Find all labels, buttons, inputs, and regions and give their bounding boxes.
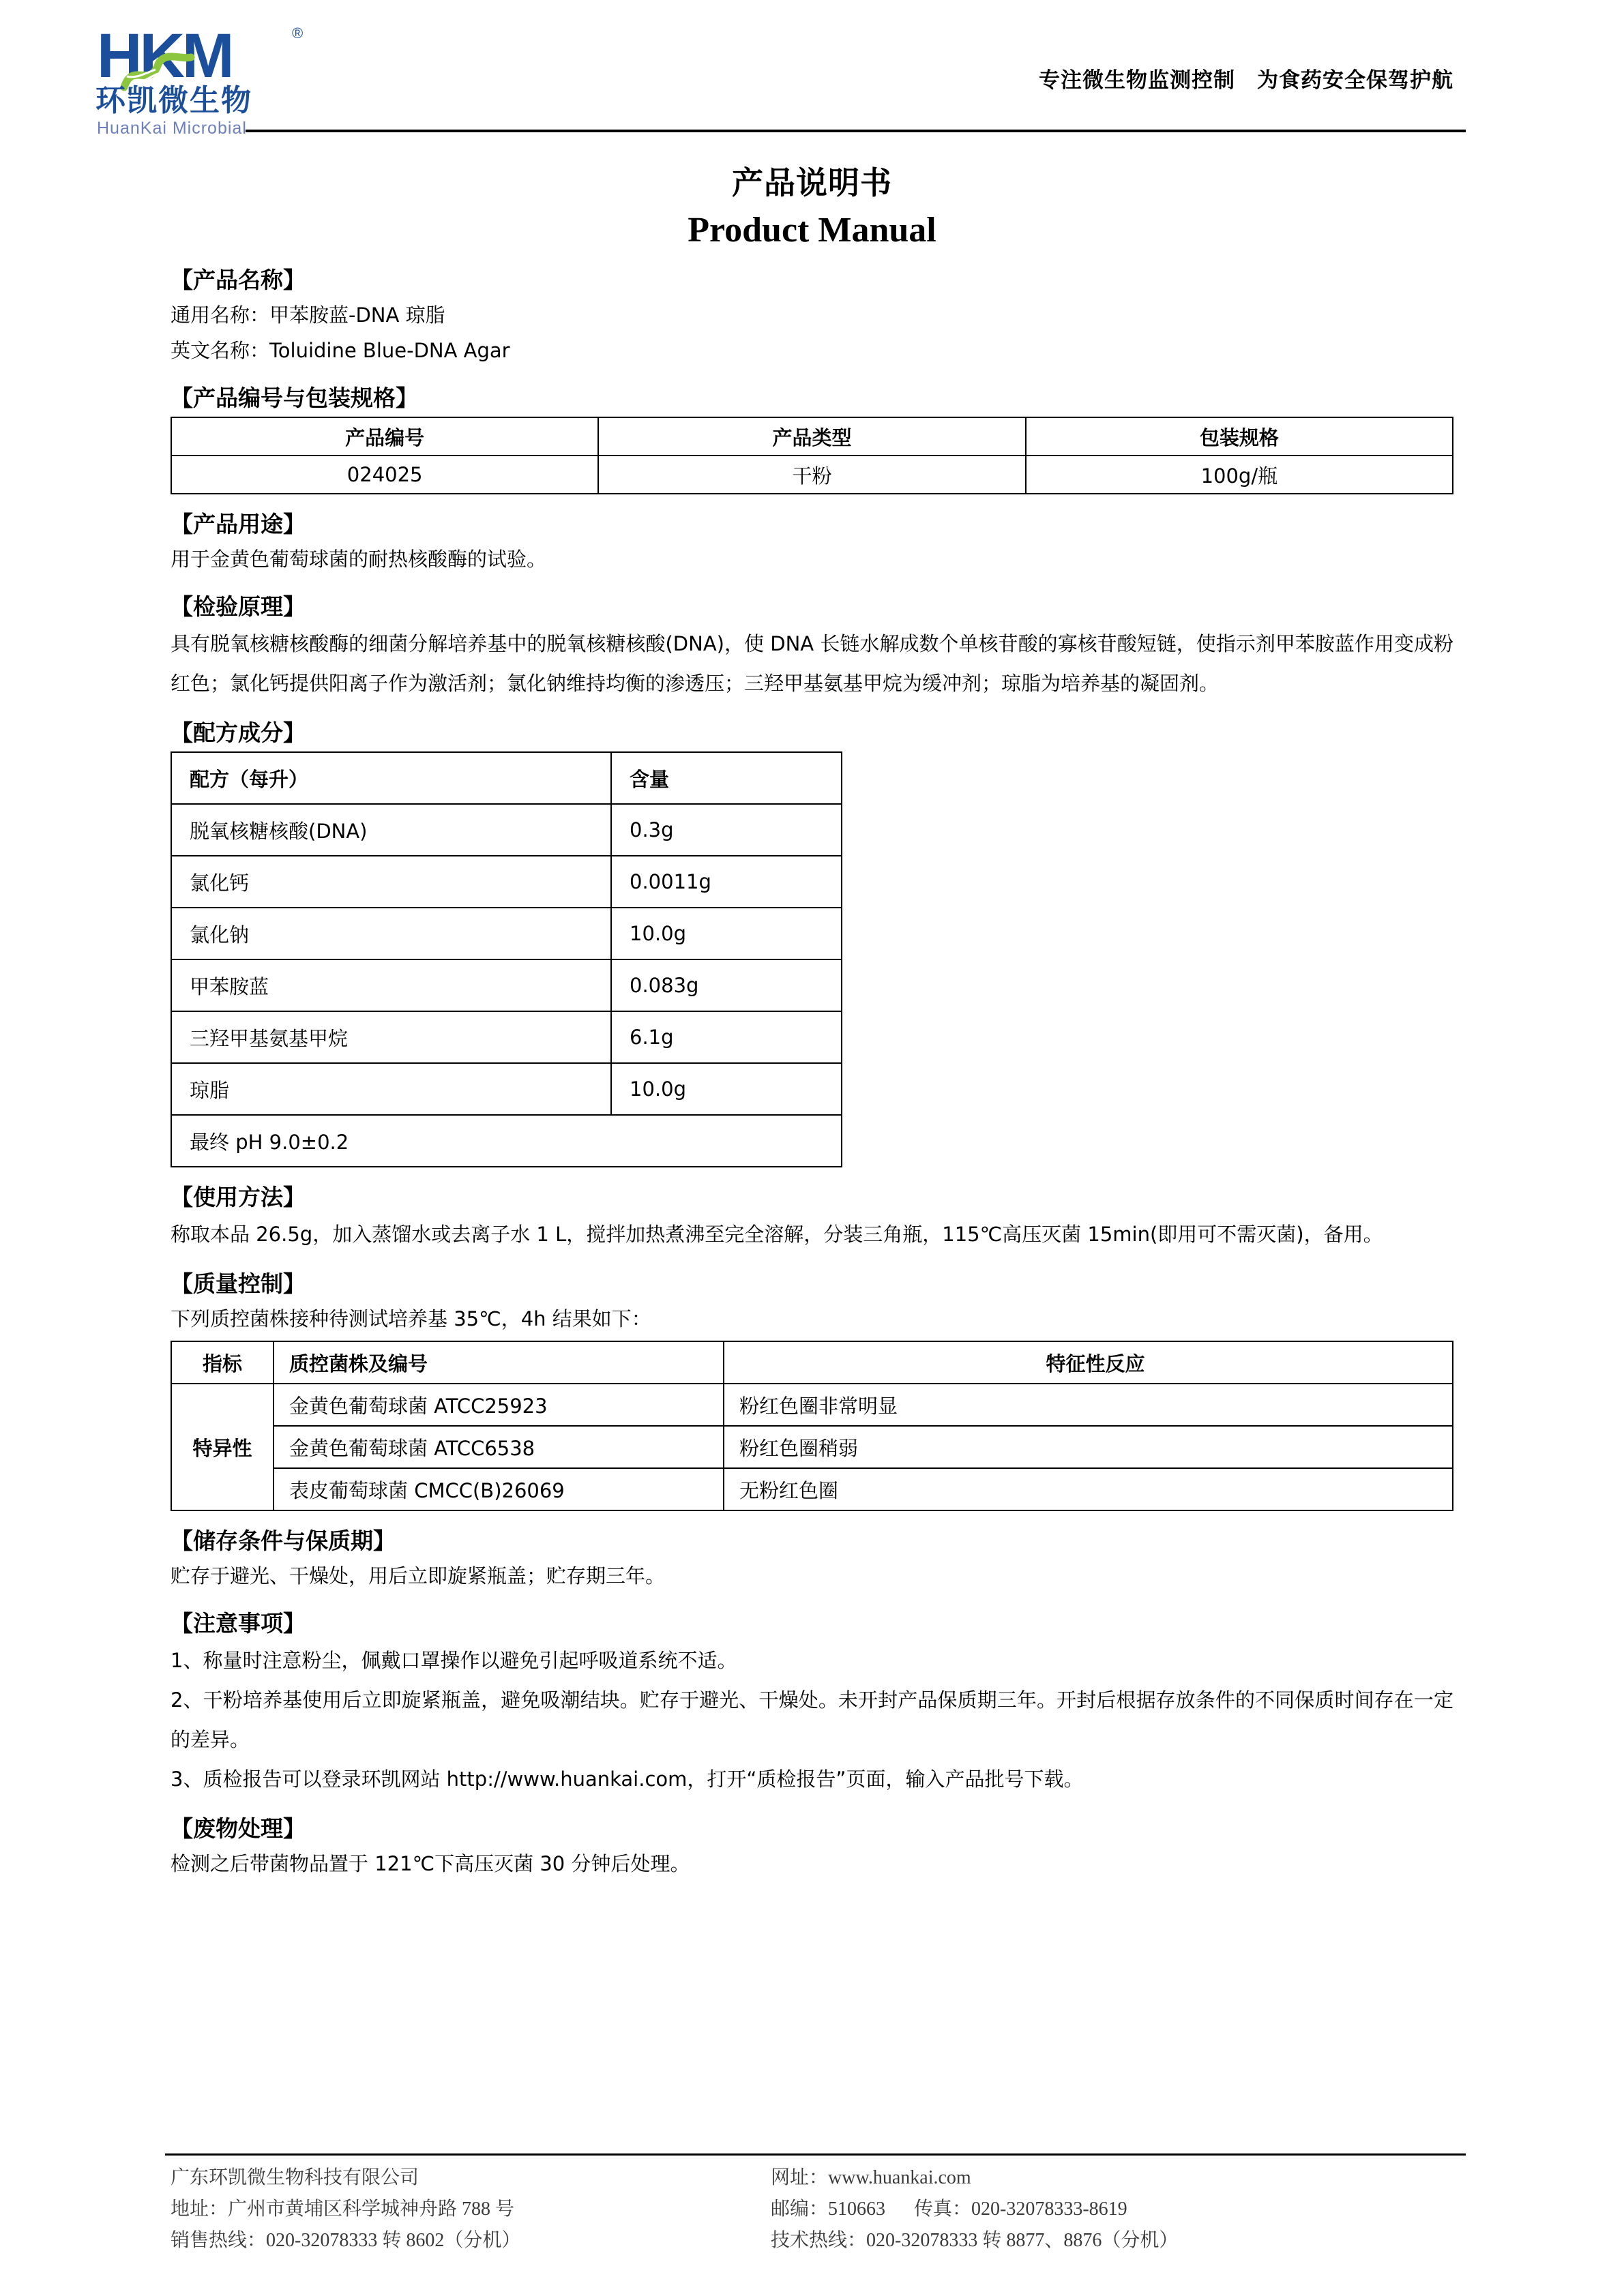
table-header-row xyxy=(171,752,842,804)
column-header-formula-item: 配方（每升） xyxy=(171,752,611,804)
table-row xyxy=(171,1426,1453,1468)
cell-ingredient: 氯化钙 xyxy=(171,856,611,908)
english-name-line: 英文名称：Toluidine Blue-DNA Agar xyxy=(171,339,510,362)
logo-chinese-name: 环凯微生物 xyxy=(95,83,252,118)
cell-amount: 10.0g xyxy=(611,1063,842,1115)
company-logo xyxy=(90,20,377,143)
section-heading-product-name: 【产品名称】 xyxy=(171,267,306,293)
table-row-ph xyxy=(171,1115,842,1167)
generic-name-line: 通用名称：甲苯胺蓝-DNA 琼脂 xyxy=(171,303,445,327)
logo-english-name: HuanKai Microbial xyxy=(97,119,247,138)
table-row xyxy=(171,908,842,959)
header-slogan: 专注微生物监测控制 为食药安全保驾护航 xyxy=(1039,68,1453,93)
section-heading-spec: 【产品编号与包装规格】 xyxy=(171,385,418,411)
header-divider xyxy=(246,130,1466,132)
section-heading-formula: 【配方成分】 xyxy=(171,719,306,746)
cell-ingredient: 甲苯胺蓝 xyxy=(171,959,611,1011)
purpose-text: 用于金黄色葡萄球菌的耐热核酸酶的试验。 xyxy=(171,548,547,571)
table-row xyxy=(171,959,842,1011)
footer-columns xyxy=(171,2162,1453,2256)
storage-text: 贮存于避光、干燥处，用后立即旋紧瓶盖；贮存期三年。 xyxy=(171,1564,666,1587)
cell-amount: 0.083g xyxy=(611,959,842,1011)
column-header-package-spec: 包装规格 xyxy=(1026,417,1453,456)
footer-divider xyxy=(165,2153,1466,2156)
footer-tech-hotline: 技术热线：020-32078333 转 8877、8876（分机） xyxy=(771,2230,1179,2251)
column-header-reaction: 特征性反应 xyxy=(724,1341,1453,1384)
cell-product-type: 干粉 xyxy=(598,456,1025,494)
section-heading-quality-control: 【质量控制】 xyxy=(171,1270,306,1297)
cell-indicator-specificity: 特异性 xyxy=(171,1384,274,1510)
principle-text: 具有脱氧核糖核酸酶的细菌分解培养基中的脱氧核糖核酸(DNA)，使 DNA 长链水解成数个单核苷酸的寡核苷酸短链，使指示剂甲苯胺蓝作用变成粉红色；氯化钙提供阳离子作为激活剂；氯化钠维持均衡的渗透压；三羟甲基氨基甲烷为缓冲剂；琼脂为培养基的凝固剂。 xyxy=(171,632,1453,695)
cell-ingredient: 脱氧核糖核酸(DNA) xyxy=(171,804,611,856)
column-header-product-type: 产品类型 xyxy=(598,417,1025,456)
cell-reaction: 粉红色圈稍弱 xyxy=(724,1426,1453,1468)
table-row xyxy=(171,804,842,856)
cell-amount: 6.1g xyxy=(611,1011,842,1063)
quality-control-intro: 下列质控菌株接种待测试培养基 35℃，4h 结果如下： xyxy=(171,1307,651,1330)
column-header-formula-amount: 含量 xyxy=(611,752,842,804)
footer-right-column xyxy=(771,2162,1453,2256)
table-row xyxy=(171,1063,842,1115)
waste-disposal-text: 检测之后带菌物品置于 121℃下高压灭菌 30 分钟后处理。 xyxy=(171,1852,690,1875)
cell-ingredient: 琼脂 xyxy=(171,1063,611,1115)
cell-ingredient: 氯化钠 xyxy=(171,908,611,959)
column-header-product-code: 产品编号 xyxy=(171,417,598,456)
cell-strain: 金黄色葡萄球菌 ATCC25923 xyxy=(274,1384,724,1426)
footer-sales-hotline: 销售热线：020-32078333 转 8602（分机） xyxy=(171,2230,521,2251)
table-header-row xyxy=(171,417,1453,456)
page-title-english: Product Manual xyxy=(688,211,936,250)
cell-reaction: 无粉红色圈 xyxy=(724,1468,1453,1510)
footer-left-column xyxy=(171,2162,771,2256)
cell-package-spec: 100g/瓶 xyxy=(1026,456,1453,494)
table-row xyxy=(171,456,1453,494)
precaution-item: 3、质检报告可以登录环凯网站 http://www.huankai.com，打开“质检报告”页面，输入产品批号下载。 xyxy=(171,1768,1084,1791)
method-text: 称取本品 26.5g，加入蒸馏水或去离子水 1 L，搅拌加热煮沸至完全溶解，分装三角瓶，115℃高压灭菌 15min(即用可不需灭菌)，备用。 xyxy=(171,1223,1383,1246)
section-heading-purpose: 【产品用途】 xyxy=(171,511,306,537)
spec-table xyxy=(171,417,1453,494)
cell-strain: 表皮葡萄球菌 CMCC(B)26069 xyxy=(274,1468,724,1510)
footer-website: 网址：www.huankai.com xyxy=(771,2167,971,2188)
page-title-chinese: 产品说明书 xyxy=(732,164,892,201)
cell-amount: 0.3g xyxy=(611,804,842,856)
table-header-row xyxy=(171,1341,1453,1384)
cell-product-code: 024025 xyxy=(171,456,598,494)
column-header-strain: 质控菌株及编号 xyxy=(274,1341,724,1384)
cell-amount: 10.0g xyxy=(611,908,842,959)
table-row xyxy=(171,1468,1453,1510)
cell-final-ph: 最终 pH 9.0±0.2 xyxy=(171,1115,842,1167)
section-heading-storage: 【储存条件与保质期】 xyxy=(171,1527,396,1554)
footer-address: 地址：广州市黄埔区科学城神舟路 788 号 xyxy=(171,2198,515,2220)
precaution-item: 1、称量时注意粉尘，佩戴口罩操作以避免引起呼吸道系统不适。 xyxy=(171,1649,737,1672)
table-row xyxy=(171,1011,842,1063)
page-header xyxy=(95,21,1453,139)
section-heading-waste-disposal: 【废物处理】 xyxy=(171,1815,306,1842)
column-header-indicator: 指标 xyxy=(171,1341,274,1384)
footer-company-name: 广东环凯微生物科技有限公司 xyxy=(171,2167,419,2188)
cell-reaction: 粉红色圈非常明显 xyxy=(724,1384,1453,1426)
formula-table xyxy=(171,751,842,1167)
logo-letters: HKM xyxy=(97,21,232,91)
section-heading-principle: 【检验原理】 xyxy=(171,593,306,620)
registered-trademark-icon: ® xyxy=(292,25,304,42)
quality-control-table xyxy=(171,1341,1453,1511)
precaution-item: 2、干粉培养基使用后立即旋紧瓶盖，避免吸潮结块。贮存于避光、干燥处。未开封产品保质期三年。开封后根据存放条件的不同保质时间存在一定的差异。 xyxy=(171,1688,1453,1751)
cell-ingredient: 三羟甲基氨基甲烷 xyxy=(171,1011,611,1063)
table-row xyxy=(171,1384,1453,1426)
table-row xyxy=(171,856,842,908)
section-heading-method: 【使用方法】 xyxy=(171,1184,306,1210)
section-heading-precautions: 【注意事项】 xyxy=(171,1610,306,1637)
cell-strain: 金黄色葡萄球菌 ATCC6538 xyxy=(274,1426,724,1468)
page-footer xyxy=(171,2153,1453,2256)
cell-amount: 0.0011g xyxy=(611,856,842,908)
footer-postcode-fax: 邮编：510663 传真：020-32078333-8619 xyxy=(771,2198,1127,2220)
